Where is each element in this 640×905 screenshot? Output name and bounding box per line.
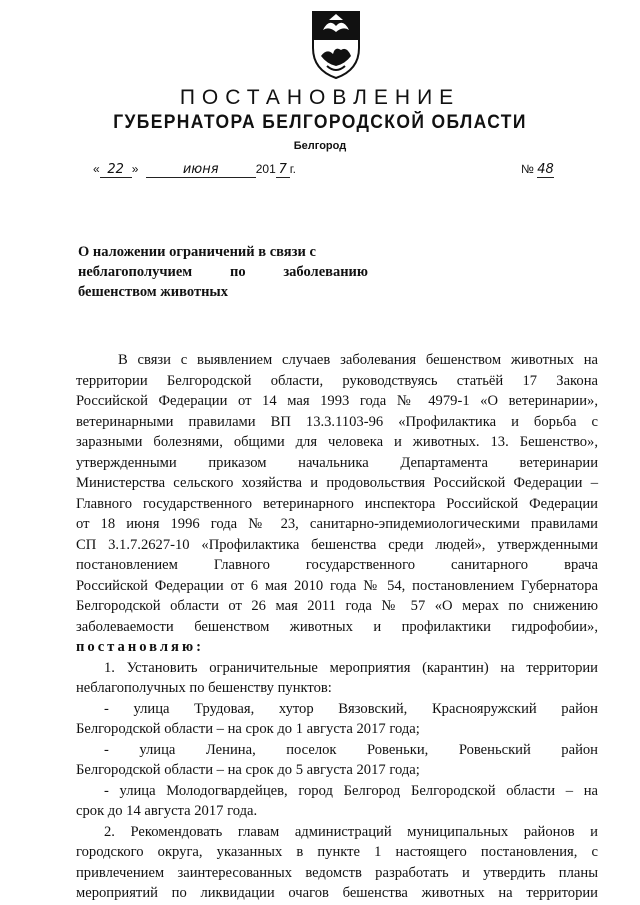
item-line: городского округа, указанных в пункте 1 настоящего постановления, с bbox=[76, 844, 598, 860]
item-line: - улица Ленина, поселок Ровеньки, Ровеньский район bbox=[104, 741, 598, 758]
date-month: июня bbox=[146, 162, 256, 178]
item-line: Белгородской области – на срок до 5 августа 2017 года; bbox=[76, 762, 420, 778]
item-line: - улица Трудовая, хутор Вязовский, Краснояружский район bbox=[104, 700, 598, 717]
body-line: В связи с выявлением случаев заболевания бешенством животных на bbox=[118, 352, 598, 368]
body-line: постановлением Главного государственного санитарного врача bbox=[76, 557, 598, 573]
body-line: заразными болезнями, общими для человека и животных. 13. Бешенство», bbox=[76, 434, 598, 450]
item-line: мероприятий по ликвидации очагов бешенства животных на территории bbox=[76, 885, 598, 901]
item-line: привлечением заинтересованных ведомств разработать и утвердить планы bbox=[76, 864, 598, 881]
resolve-word: постановляю: bbox=[76, 639, 204, 655]
body-line: ветеринарными правилами ВП 13.3.1103-96 «Профилактика и борьба с bbox=[76, 413, 598, 430]
date-day: 22 bbox=[100, 162, 132, 178]
date-year-digit: 7 bbox=[276, 162, 290, 178]
item-line: 1. Установить ограничительные мероприятия (карантин) на территории bbox=[104, 659, 598, 676]
item-line: - улица Молодогвардейцев, город Белгород Белгородской области – на bbox=[104, 782, 598, 799]
document-heading: О наложении ограничений в связи с неблагополучием по заболеванию бешенством животных bbox=[78, 244, 368, 300]
body-line: территории Белгородской области, руководствуясь статьёй 17 Закона bbox=[76, 372, 598, 389]
body-line: Министерства сельского хозяйства и продовольствия Российской Федерации – bbox=[76, 475, 598, 491]
document-title: ПОСТАНОВЛЕНИЕ bbox=[179, 86, 461, 109]
document-number: № 48 bbox=[521, 162, 554, 177]
item-line: 2. Рекомендовать главам администраций муниципальных районов и bbox=[104, 823, 598, 840]
item-line: Белгородской области – на срок до 1 августа 2017 года; bbox=[76, 721, 420, 737]
item-line: срок до 14 августа 2017 года. bbox=[76, 803, 258, 819]
body-line: Российской Федерации от 6 мая 2010 года № 54, постановлением Губернатора bbox=[76, 577, 598, 594]
item-line: неблагополучных по бешенству пунктов: bbox=[76, 680, 332, 696]
document-body bbox=[76, 350, 598, 904]
city-name: Белгород bbox=[293, 140, 347, 152]
body-line: Российской Федерации от 14 мая 1993 года № 4979-1 «О ветеринарии», bbox=[76, 393, 598, 409]
body-line: от 18 июня 1996 года № 23, санитарно-эпидемиологическими правилами bbox=[76, 516, 598, 532]
body-line: Главного государственного ветеринарного инспектора Российской Федерации bbox=[76, 495, 598, 512]
coat-of-arms-emblem bbox=[307, 8, 365, 82]
body-line: СП 3.1.7.2627-10 «Профилактика бешенства среди людей», утвержденными bbox=[76, 536, 598, 553]
document-date: « 22 » июня 201 7 г. bbox=[93, 162, 296, 177]
body-line: утвержденными приказом начальника Департамента ветеринарии bbox=[76, 454, 598, 471]
body-line: Белгородской области от 26 мая 2011 года № 57 «О мерах по снижению bbox=[76, 598, 598, 614]
body-line: заболеваемости бешенством животных и профилактики гидрофобии», bbox=[76, 618, 598, 635]
document-subtitle: ГУБЕРНАТОРА БЕЛГОРОДСКОЙ ОБЛАСТИ bbox=[113, 112, 527, 133]
document-number-value: 48 bbox=[537, 162, 554, 177]
